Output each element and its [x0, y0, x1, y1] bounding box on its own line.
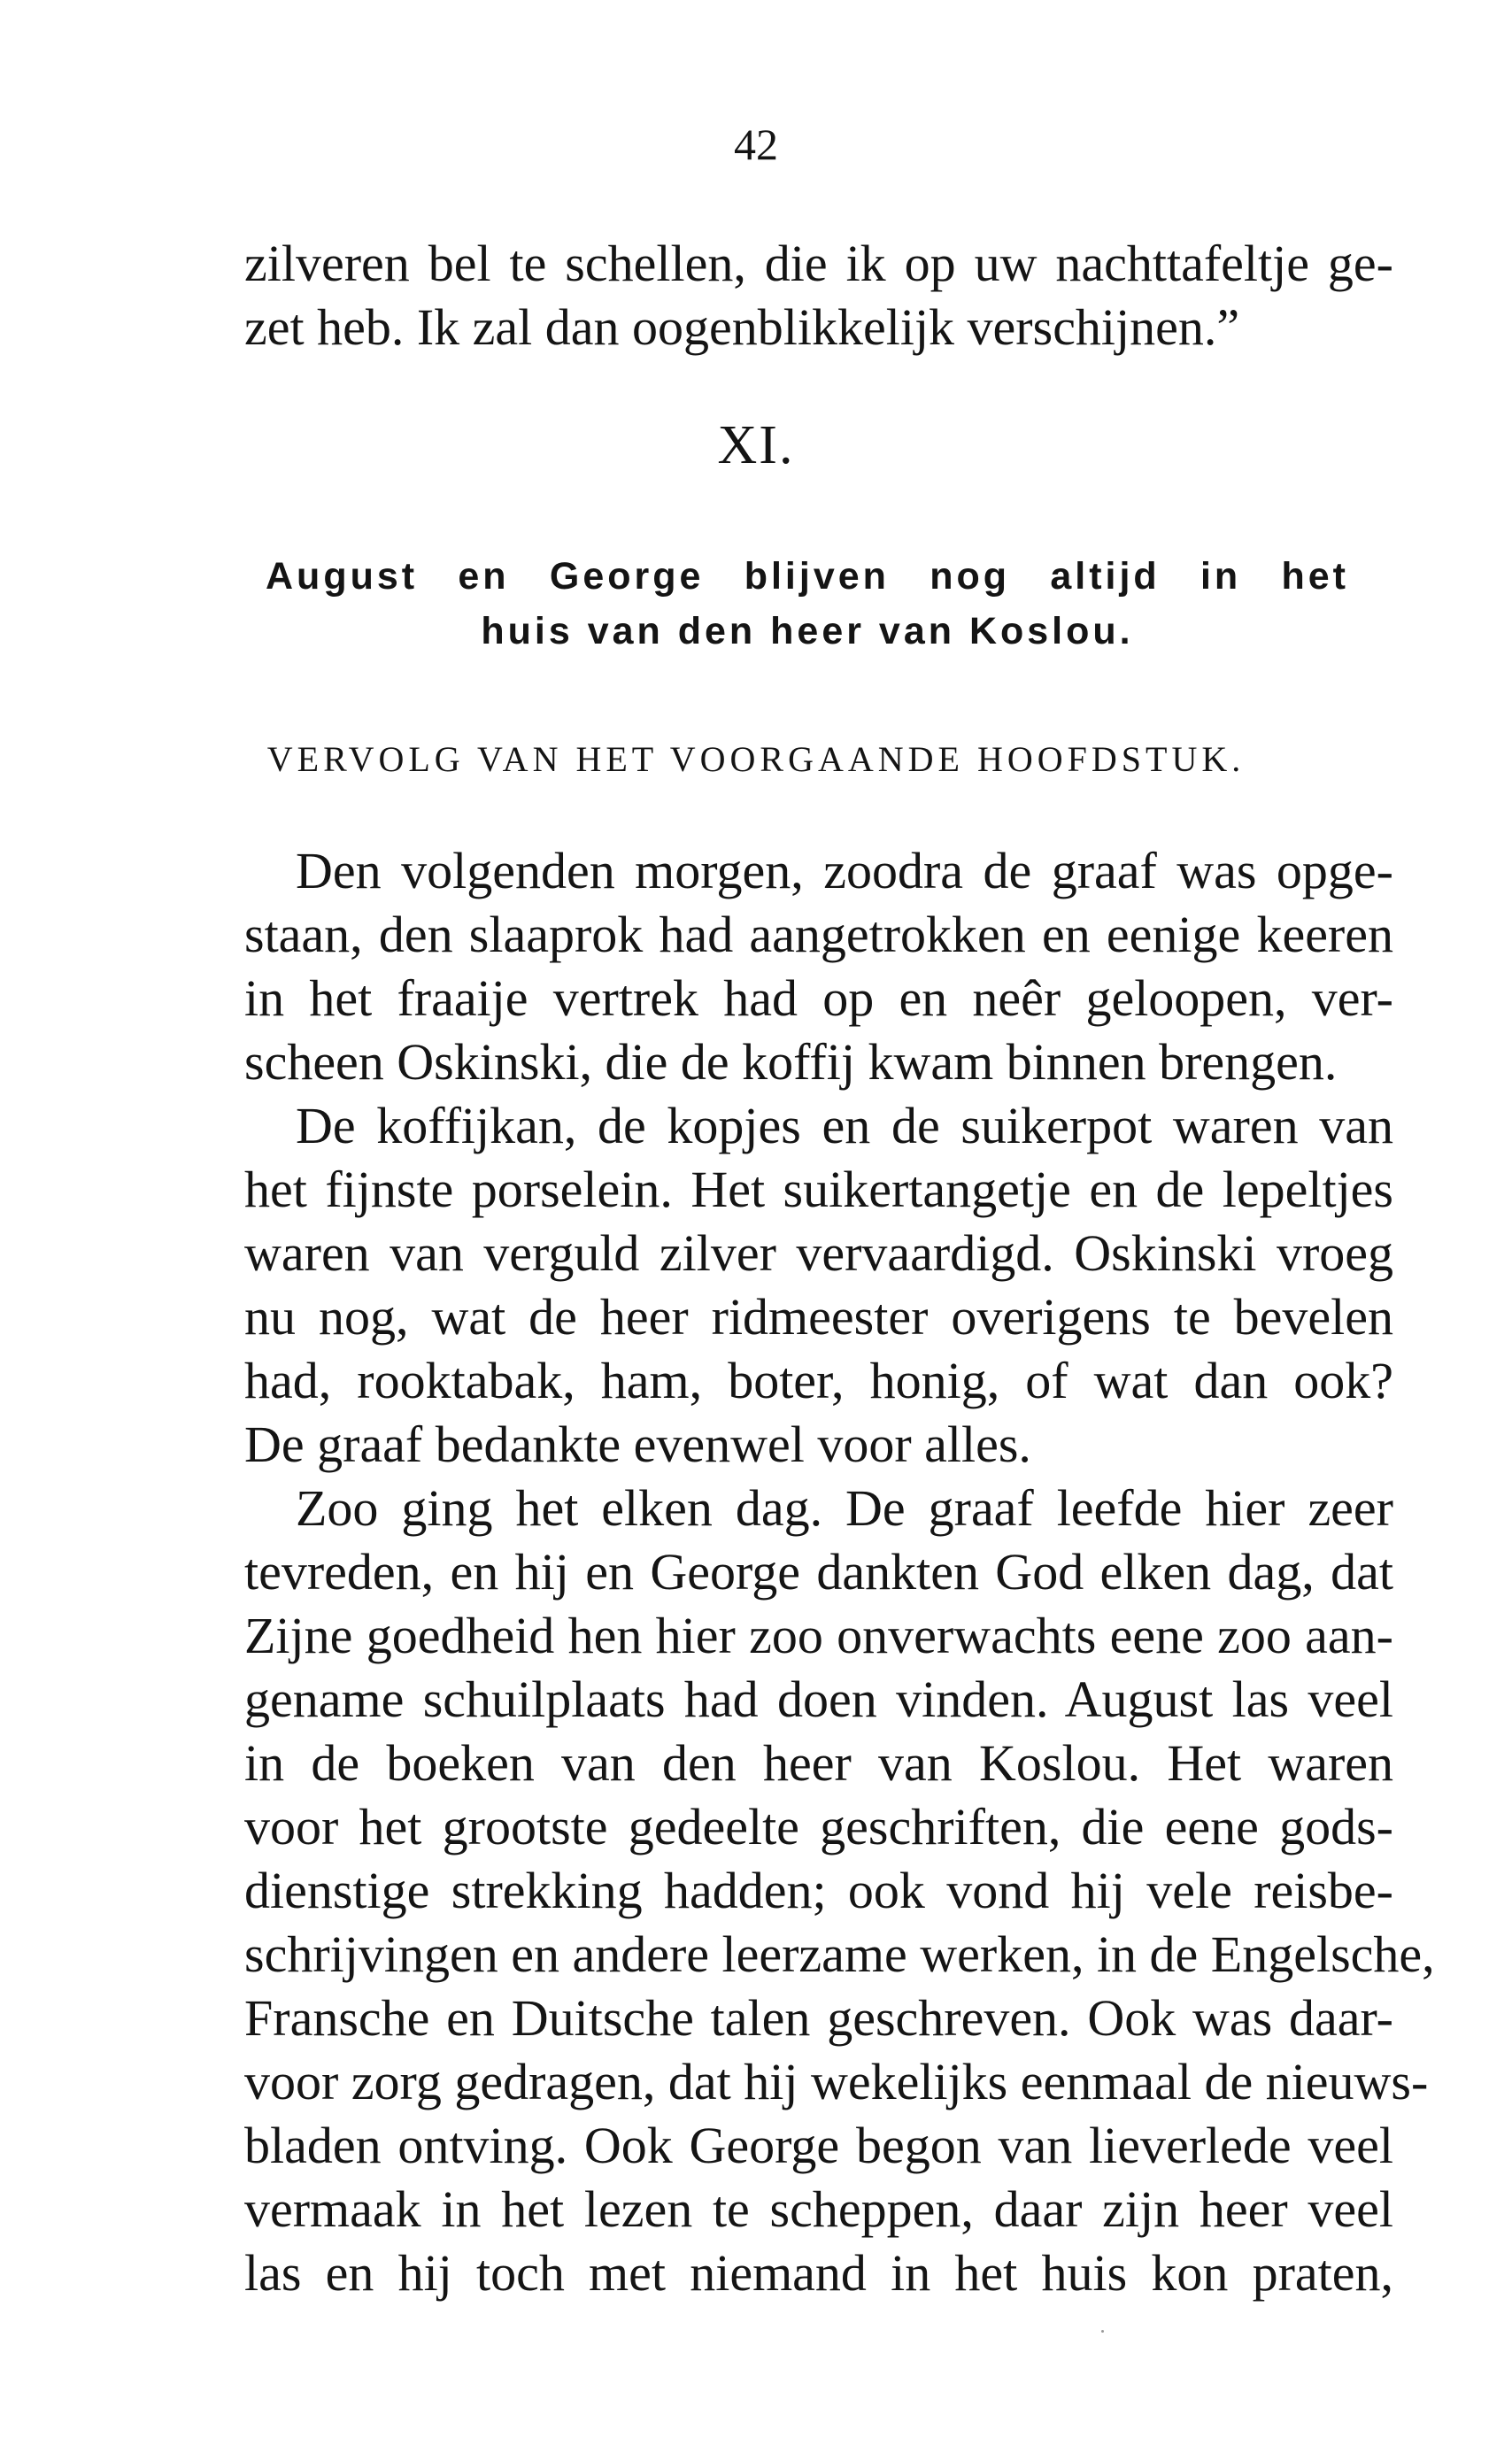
- text-line: gename schuilplaats had doen vinden. August las veel: [244, 1670, 1393, 1728]
- text-line: Zoo ging het elken dag. De graaf leefde hier zeer: [296, 1479, 1393, 1537]
- text-line: De graaf bedankte evenwel voor alles.: [244, 1416, 1031, 1473]
- text-line: nu nog, wat de heer ridmeester overigens te bevelen: [244, 1288, 1393, 1346]
- text-line: zet heb. Ik zal dan oogenblikkelijk verschijnen.”: [244, 298, 1240, 356]
- page-number: 42: [734, 120, 778, 169]
- text-line: voor zorg gedragen, dat hij wekelijks eenmaal de nieuws-: [244, 2053, 1429, 2110]
- text-line: staan, den slaaprok had aangetrokken en eenige keeren: [244, 906, 1393, 963]
- text-line: in het fraaije vertrek had op en neêr geloopen, ver-: [244, 969, 1393, 1027]
- chapter-number: XI.: [717, 415, 795, 475]
- text-line: in de boeken van den heer van Koslou. Het waren: [244, 1734, 1393, 1792]
- chapter-subtitle: VERVOLG VAN HET VOORGAANDE HOOFDSTUK.: [266, 739, 1246, 779]
- text-line: het fijnste porselein. Het suikertangetje en de lepeltjes: [244, 1161, 1393, 1218]
- body-text: [244, 839, 1435, 2305]
- text-line: schrijvingen en andere leerzame werken, in de Engelsche,: [244, 1925, 1435, 1983]
- text-line: scheen Oskinski, die de koffij kwam binnen brengen.: [244, 1033, 1338, 1091]
- text-line: Den volgenden morgen, zoodra de graaf was opge-: [296, 842, 1393, 899]
- intro-paragraph: [244, 232, 1393, 359]
- chapter-title-line: huis van den heer van Koslou.: [481, 610, 1134, 652]
- text-line: De koffijkan, de kopjes en de suikerpot waren van: [296, 1097, 1393, 1154]
- text-line: bladen ontving. Ook George begon van lieverlede veel: [244, 2117, 1393, 2174]
- text-line: vermaak in het lezen te scheppen, daar zijn heer veel: [244, 2180, 1393, 2238]
- chapter-title: [266, 549, 1349, 659]
- text-line: tevreden, en hij en George dankten God elken dag, dat: [244, 1543, 1393, 1601]
- text-line: zilveren bel te schellen, die ik op uw nachttafeltje ge-: [244, 235, 1393, 292]
- text-line: had, rooktabak, ham, boter, honig, of wat dan ook?: [244, 1352, 1393, 1409]
- text-line: voor het grootste gedeelte geschriften, die eene gods-: [244, 1798, 1393, 1855]
- text-line: Zijne goedheid hen hier zoo onverwachts eene zoo aan-: [244, 1607, 1393, 1664]
- text-line: waren van verguld zilver vervaardigd. Oskinski vroeg: [244, 1224, 1393, 1282]
- chapter-title-line: August en George blijven nog altijd in het: [266, 555, 1349, 598]
- paper-speck: [1101, 2330, 1104, 2333]
- text-line: las en hij toch met niemand in het huis kon praten,: [244, 2244, 1393, 2302]
- text-line: Fransche en Duitsche talen geschreven. Ook was daar-: [244, 1989, 1393, 2047]
- text-line: dienstige strekking hadden; ook vond hij vele reisbe-: [244, 1862, 1393, 1919]
